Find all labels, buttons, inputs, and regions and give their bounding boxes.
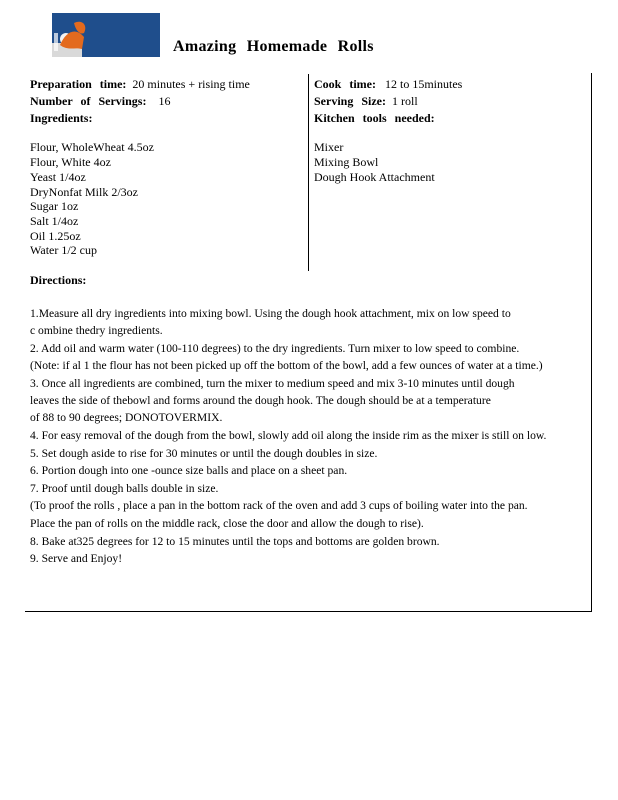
ingredient-item: Oil 1.25oz	[30, 229, 81, 243]
direction-line: 3. Once all ingredients are combined, turn the mixer to medium speed and mix 3-10 minutes until dough	[30, 377, 515, 390]
direction-line: 8. Bake at325 degrees for 12 to 15 minutes until the tops and bottoms are golden brown.	[30, 535, 440, 548]
direction-line: 7. Proof until dough balls double in size.	[30, 482, 219, 495]
direction-line: 5. Set dough aside to rise for 30 minutes or until the dough doubles in size.	[30, 447, 378, 460]
tool-item: Mixer	[314, 140, 344, 154]
ingredient-item: Salt 1/4oz	[30, 214, 79, 228]
ingredients-label: Ingredients:	[30, 111, 93, 125]
direction-line: of 88 to 90 degrees; DONOTOVERMIX.	[30, 411, 223, 424]
direction-line: leaves the side of thebowl and forms around the dough hook. The dough should be at a temperature	[30, 394, 491, 407]
direction-line: Place the pan of rolls on the middle rack, close the door and allow the dough to rise).	[30, 517, 424, 530]
kitchen-tools-label: Kitchen tools needed:	[314, 111, 435, 125]
direction-line: c ombine thedry ingredients.	[30, 324, 163, 337]
cook-time-value: 12 to 15minutes	[385, 77, 463, 91]
servings-row	[30, 94, 170, 109]
cook-time-label: Cook time:	[314, 77, 376, 91]
direction-line: 6. Portion dough into one -ounce size balls and place on a sheet pan.	[30, 464, 348, 477]
cook-time-row	[314, 77, 462, 92]
prep-time-label: Preparation time:	[30, 77, 127, 91]
direction-line: 1.Measure all dry ingredients into mixing bowl. Using the dough hook attachment, mix on low speed to	[30, 307, 511, 320]
tool-item: Dough Hook Attachment	[314, 170, 435, 184]
recipe-title: Amazing Homemade Rolls	[173, 38, 374, 55]
tool-item: Mixing Bowl	[314, 155, 379, 169]
ingredient-item: DryNonfat Milk 2/3oz	[30, 185, 138, 199]
recipe-logo	[52, 13, 160, 57]
serving-size-value: 1 roll	[392, 94, 418, 108]
column-divider	[308, 74, 309, 271]
prep-time-row	[30, 77, 250, 92]
ingredient-item: Yeast 1/4oz	[30, 170, 86, 184]
direction-line: (Note: if al 1 the flour has not been picked up off the bottom of the bowl, add a few ounces of water at a time.)	[30, 359, 543, 372]
prep-time-value: 20 minutes + rising time	[132, 77, 250, 91]
serving-size-label: Serving Size:	[314, 94, 386, 108]
direction-line: (To proof the rolls , place a pan in the bottom rack of the oven and add 3 cups of boiling water into the pan.	[30, 499, 528, 512]
ingredient-item: Sugar 1oz	[30, 199, 79, 213]
ingredient-item: Water 1/2 cup	[30, 243, 98, 257]
direction-line: 9. Serve and Enjoy!	[30, 552, 123, 565]
direction-line: 4. For easy removal of the dough from the bowl, slowly add oil along the inside rim as the mixer is still on low.	[30, 429, 547, 442]
direction-line: 2. Add oil and warm water (100-110 degrees) to the dry ingredients. Turn mixer to low speed to combine.	[30, 342, 520, 355]
directions-label: Directions:	[30, 273, 87, 287]
servings-value: 16	[158, 94, 171, 108]
ingredient-item: Flour, WholeWheat 4.5oz	[30, 140, 154, 154]
ingredient-item: Flour, White 4oz	[30, 155, 111, 169]
chef-logo-icon	[52, 13, 160, 57]
serving-size-row	[314, 94, 418, 109]
servings-label: Number of Servings:	[30, 94, 147, 108]
